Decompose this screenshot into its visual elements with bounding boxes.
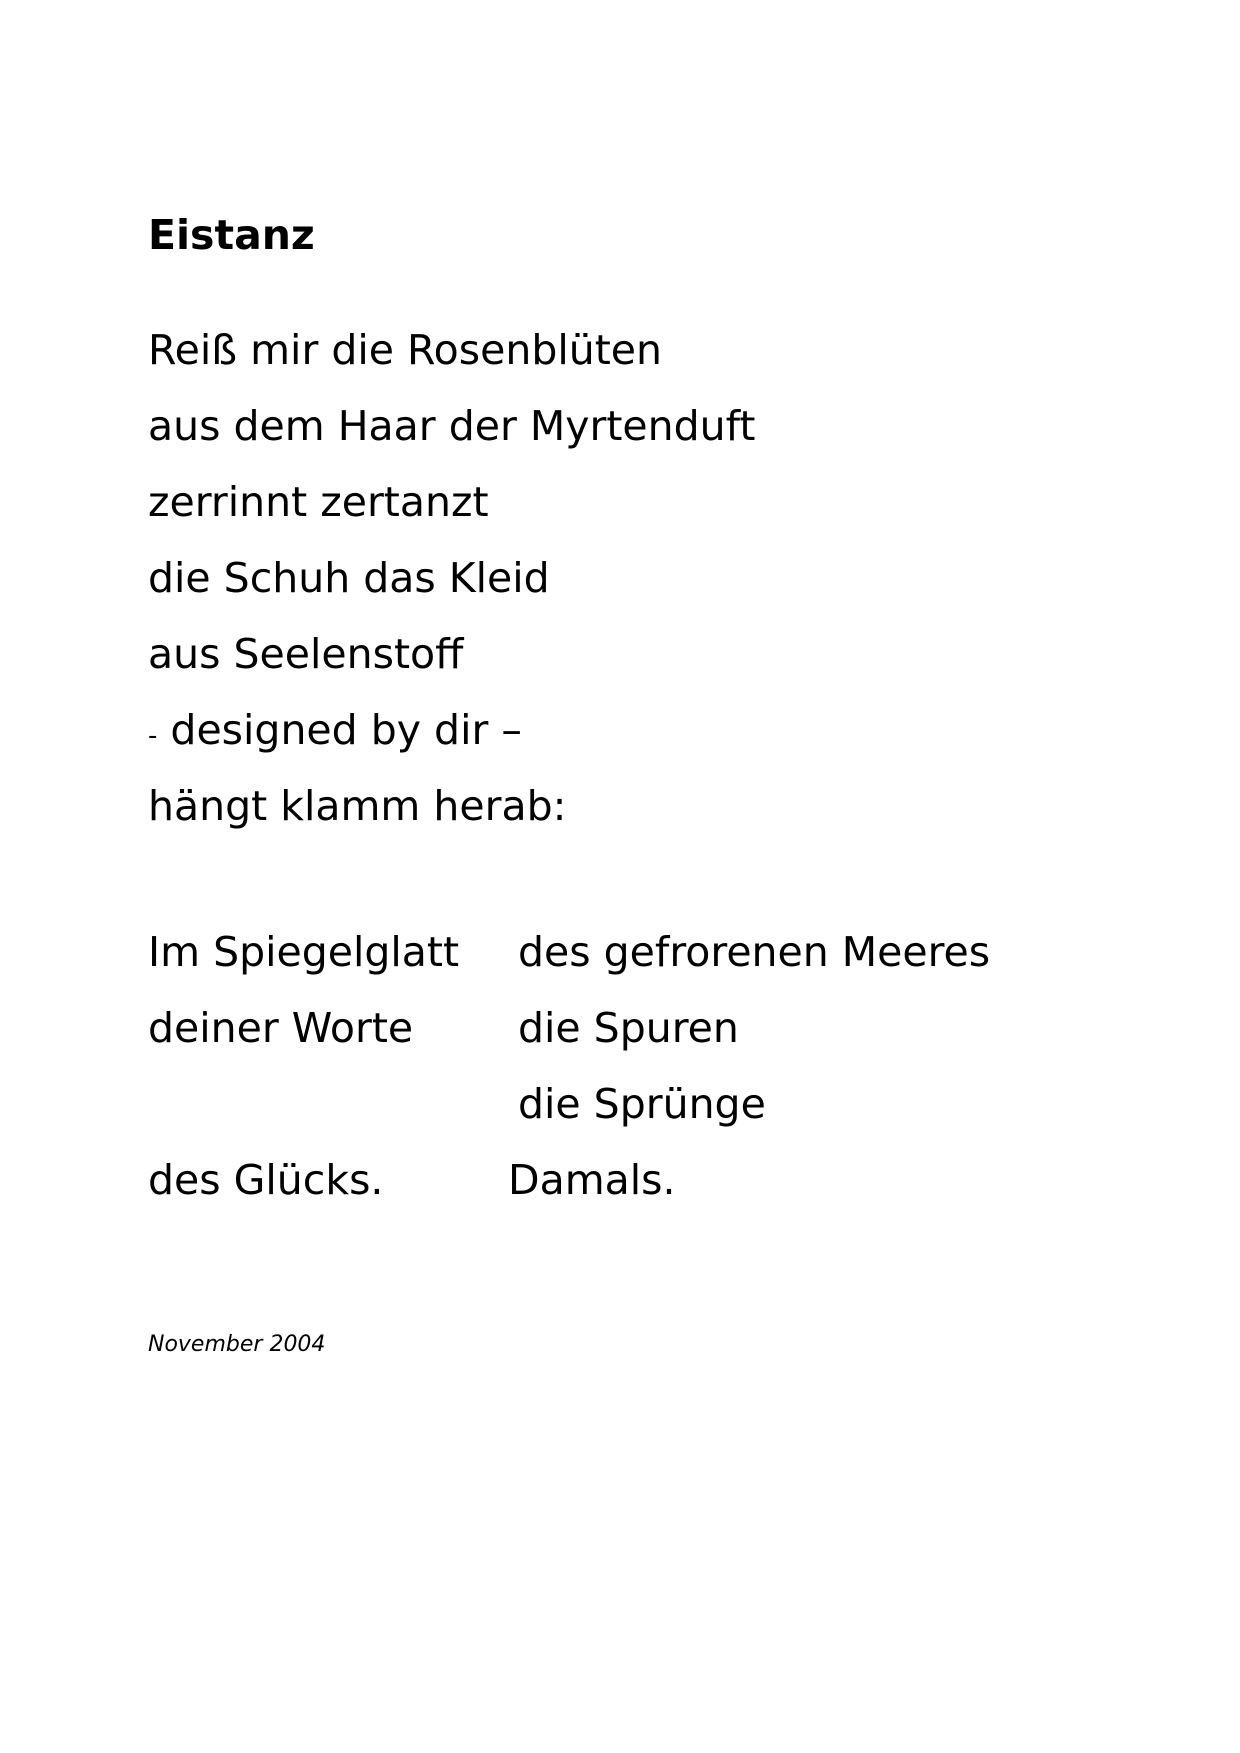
leading-dash: - [148,721,158,751]
poem-row-right: Damals. [508,1156,676,1204]
poem-row-left: deiner Worte [148,1004,414,1052]
poem-line: zerrinnt zertanzt [148,478,489,526]
poem-line-designed [148,692,755,768]
poem-line: die Schuh das Kleid [148,554,550,602]
poem-date: November 2004 [148,1332,326,1357]
poem-row-right: des gefrorenen Meeres [518,928,991,976]
poem-row-left: des Glücks. [148,1156,384,1204]
designed-text: designed by dir – [157,706,522,754]
poem-row [148,1066,1048,1142]
poem-row-right: die Sprünge [518,1080,766,1128]
stanza-two [148,914,1048,1218]
poem-row-left: Im Spiegelglatt [148,928,460,976]
poem-row-right: die Spuren [518,1004,739,1052]
poem-line: hängt klamm herab: [148,782,567,830]
poem-line: aus dem Haar der Myrtenduft [148,402,756,450]
stanza-one [148,312,755,844]
poem-row [148,990,1048,1066]
poem-title: Eistanz [148,211,315,259]
poem-row [148,914,1048,990]
poem-line: aus Seelenstoff [148,630,464,678]
poem-row [148,1142,1048,1218]
poem-line: Reiß mir die Rosenblüten [148,326,663,374]
